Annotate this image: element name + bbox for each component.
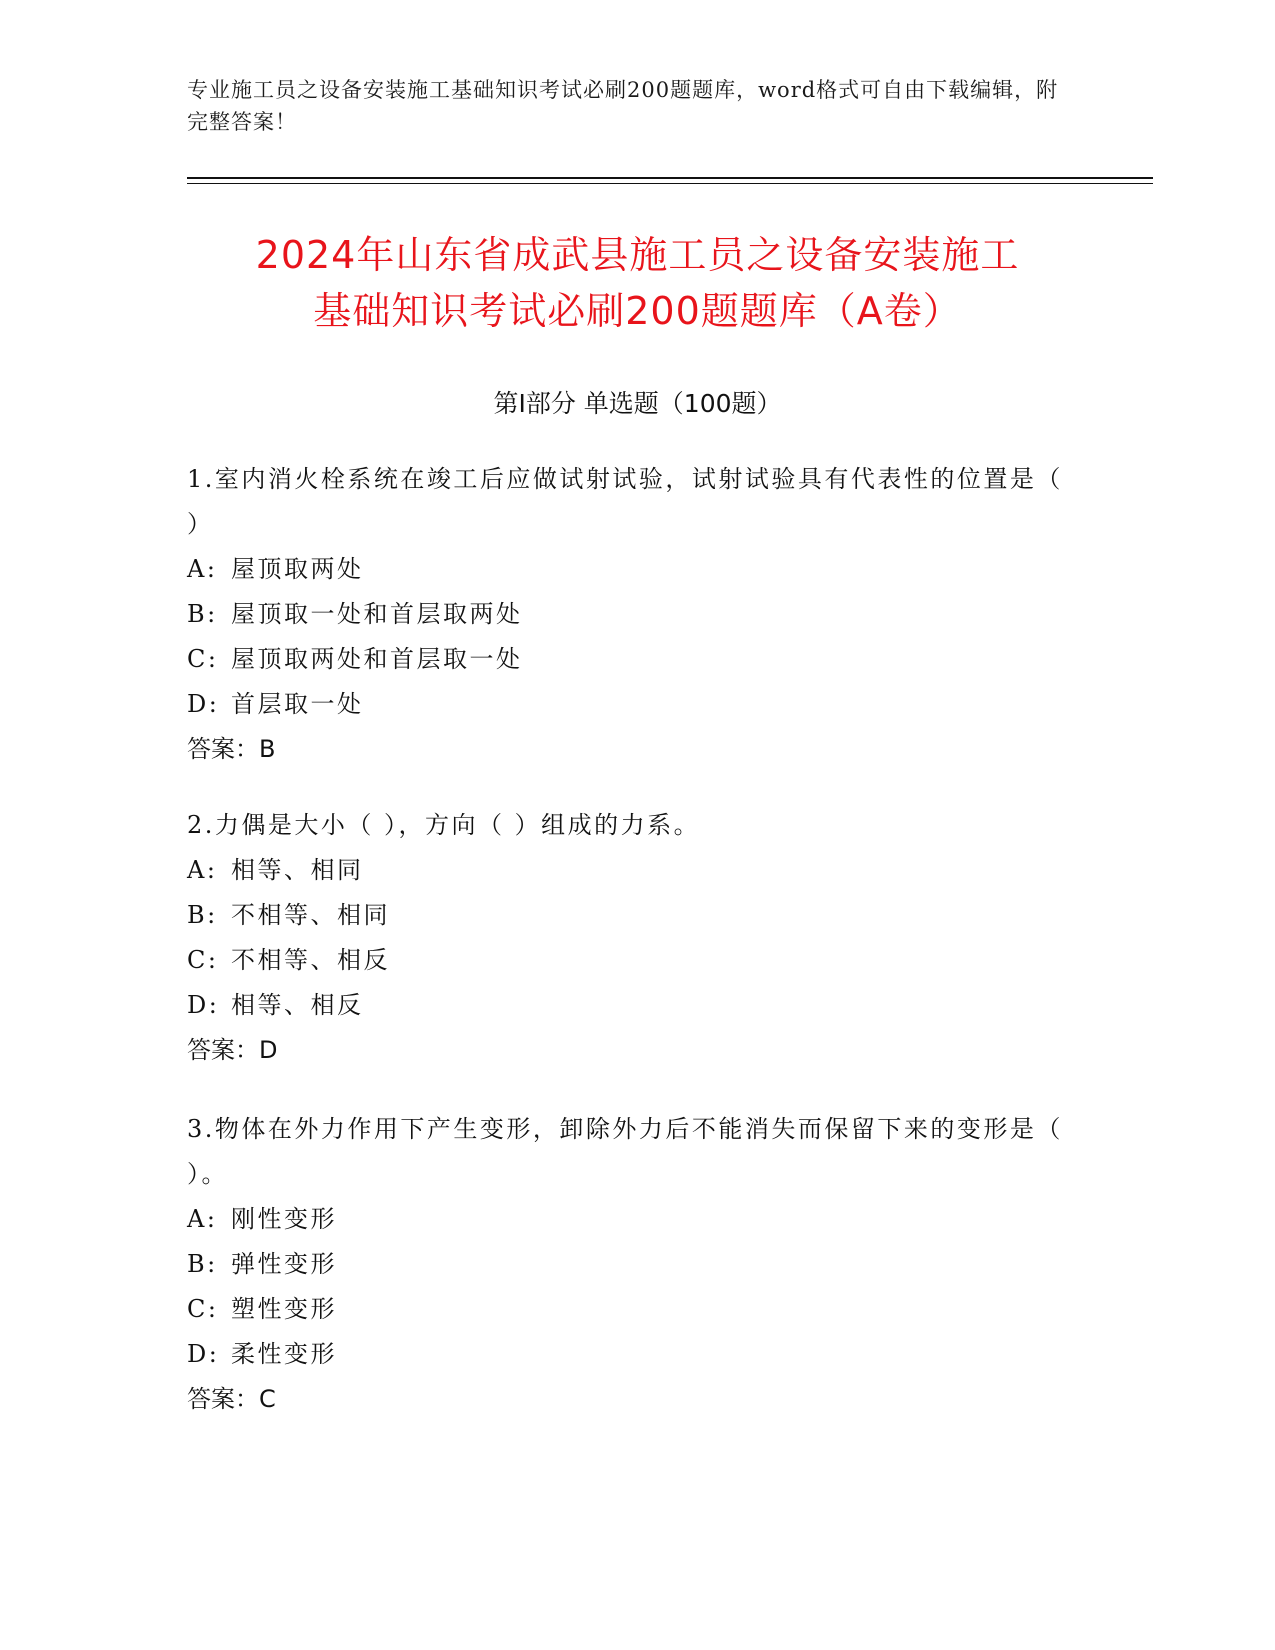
option-text: 弹性变形 xyxy=(231,1250,337,1278)
question-option-c xyxy=(187,1287,1067,1332)
question-option-b xyxy=(187,893,1067,938)
question-option-a xyxy=(187,1197,1067,1242)
document-title-line-2: 基础知识考试必刷200题题库（A卷） xyxy=(313,289,962,333)
option-text: 屋顶取两处 xyxy=(231,555,364,583)
question-option-d xyxy=(187,682,1067,727)
option-text: 不相等、相反 xyxy=(231,946,390,974)
header-note: 专业施工员之设备安装施工基础知识考试必刷200题题库，word格式可自由下载编辑，附完整答案！ xyxy=(187,78,1059,134)
question-3 xyxy=(187,1107,1067,1422)
question-answer: 答案：C xyxy=(187,1385,276,1413)
option-text: 相等、相同 xyxy=(231,856,364,884)
option-letter: C: xyxy=(187,1295,219,1323)
question-stem: 1.室内消火栓系统在竣工后应做试射试验，试射试验具有代表性的位置是（ ） xyxy=(187,465,1063,538)
question-stem: 3.物体在外力作用下产生变形，卸除外力后不能消失而保留下来的变形是（ ）。 xyxy=(187,1115,1063,1188)
document-title xyxy=(140,227,1135,339)
question-option-b xyxy=(187,1242,1067,1287)
option-letter: C: xyxy=(187,946,219,974)
question-option-b xyxy=(187,592,1067,637)
question-option-d xyxy=(187,983,1067,1028)
question-stem: 2.力偶是大小（ ），方向（ ）组成的力系。 xyxy=(187,811,701,839)
document-title-line-1: 2024年山东省成武县施工员之设备安装施工 xyxy=(255,233,1020,277)
option-text: 刚性变形 xyxy=(231,1205,337,1233)
header-divider-thin xyxy=(187,183,1153,184)
option-text: 屋顶取两处和首层取一处 xyxy=(231,645,523,673)
option-text: 相等、相反 xyxy=(231,991,364,1019)
option-letter: A: xyxy=(187,555,218,583)
option-text: 不相等、相同 xyxy=(231,901,390,929)
option-letter: B: xyxy=(187,600,218,628)
question-option-c xyxy=(187,637,1067,682)
option-letter: A: xyxy=(187,856,218,884)
option-text: 首层取一处 xyxy=(231,690,364,718)
section-title: 第Ⅰ部分 单选题（100题） xyxy=(493,389,782,418)
question-answer: 答案：D xyxy=(187,1036,278,1064)
option-letter: D: xyxy=(187,690,220,718)
option-letter: A: xyxy=(187,1205,218,1233)
question-option-d xyxy=(187,1332,1067,1377)
option-letter: D: xyxy=(187,1340,220,1368)
question-2 xyxy=(187,803,1067,1073)
option-letter: C: xyxy=(187,645,219,673)
option-letter: B: xyxy=(187,901,218,929)
option-letter: D: xyxy=(187,991,220,1019)
question-answer: 答案：B xyxy=(187,735,276,763)
question-option-a xyxy=(187,848,1067,893)
option-letter: B: xyxy=(187,1250,218,1278)
option-text: 塑性变形 xyxy=(231,1295,337,1323)
question-option-a xyxy=(187,547,1067,592)
header-divider-thick xyxy=(187,177,1153,179)
question-1 xyxy=(187,457,1067,772)
question-option-c xyxy=(187,938,1067,983)
option-text: 屋顶取一处和首层取两处 xyxy=(231,600,523,628)
option-text: 柔性变形 xyxy=(231,1340,337,1368)
